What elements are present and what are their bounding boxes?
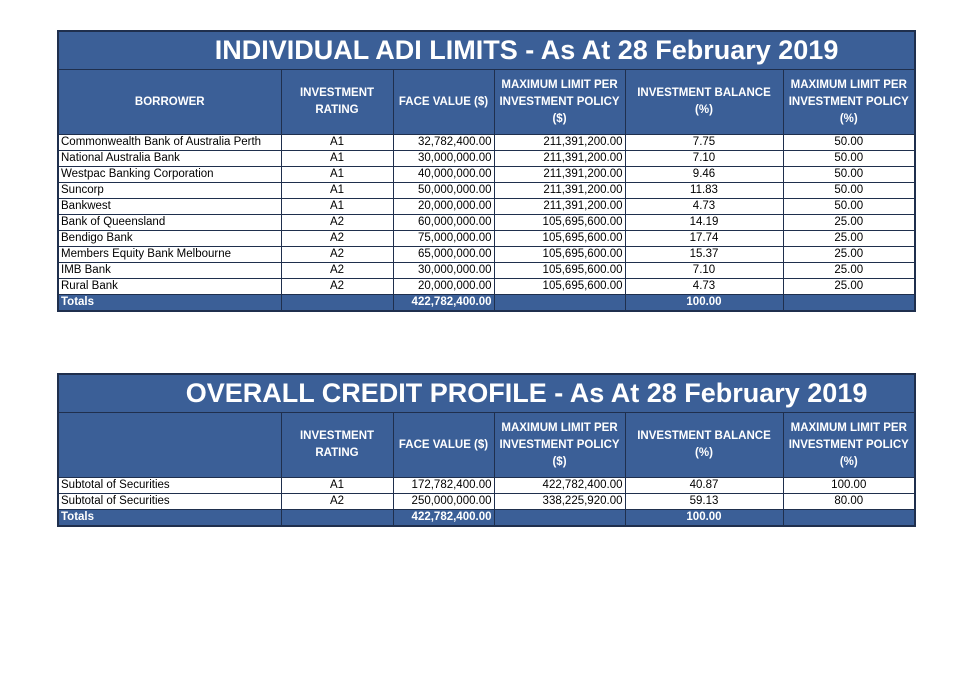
max-limit-cell: 211,391,200.00: [494, 135, 625, 151]
balance-cell: 7.75: [625, 135, 783, 151]
table-row: [58, 494, 915, 510]
table-row: [58, 183, 915, 199]
max-limit-cell: 422,782,400.00: [494, 478, 625, 494]
face-value-cell: 50,000,000.00: [393, 183, 494, 199]
rating-cell: A1: [281, 167, 393, 183]
table-row: [58, 151, 915, 167]
max-pct-cell: 50.00: [783, 135, 915, 151]
header-balance: INVESTMENT BALANCE (%): [625, 70, 783, 135]
max-limit-cell: 211,391,200.00: [494, 167, 625, 183]
rating-cell: A2: [281, 215, 393, 231]
header-max-limit: MAXIMUM LIMIT PER INVESTMENT POLICY ($): [494, 70, 625, 135]
header-blank: [58, 413, 281, 478]
table-row: [58, 135, 915, 151]
borrower-cell: Subtotal of Securities: [58, 494, 281, 510]
max-pct-cell: 50.00: [783, 199, 915, 215]
table-row: [58, 478, 915, 494]
max-limit-cell: 338,225,920.00: [494, 494, 625, 510]
totals-label: Totals: [58, 510, 281, 527]
totals-label: Totals: [58, 295, 281, 312]
totals-row: [58, 510, 915, 527]
table-title: INDIVIDUAL ADI LIMITS - As At 28 February 2019: [58, 31, 915, 70]
balance-cell: 40.87: [625, 478, 783, 494]
max-pct-cell: 25.00: [783, 231, 915, 247]
table-row: [58, 263, 915, 279]
totals-balance: 100.00: [625, 295, 783, 312]
header-face-value: FACE VALUE ($): [393, 413, 494, 478]
face-value-cell: 40,000,000.00: [393, 167, 494, 183]
balance-cell: 7.10: [625, 263, 783, 279]
balance-cell: 9.46: [625, 167, 783, 183]
face-value-cell: 172,782,400.00: [393, 478, 494, 494]
face-value-cell: 20,000,000.00: [393, 279, 494, 295]
balance-cell: 17.74: [625, 231, 783, 247]
table-row: [58, 199, 915, 215]
rating-cell: A2: [281, 494, 393, 510]
max-limit-cell: 105,695,600.00: [494, 263, 625, 279]
max-pct-cell: 80.00: [783, 494, 915, 510]
borrower-cell: IMB Bank: [58, 263, 281, 279]
totals-row: [58, 295, 915, 312]
balance-cell: 7.10: [625, 151, 783, 167]
max-limit-cell: 105,695,600.00: [494, 247, 625, 263]
max-pct-cell: 50.00: [783, 183, 915, 199]
totals-balance: 100.00: [625, 510, 783, 527]
individual-adi-limits-table: [57, 30, 916, 312]
rating-cell: A1: [281, 135, 393, 151]
face-value-cell: 250,000,000.00: [393, 494, 494, 510]
table-row: [58, 231, 915, 247]
borrower-cell: Subtotal of Securities: [58, 478, 281, 494]
max-limit-cell: 105,695,600.00: [494, 231, 625, 247]
borrower-cell: Suncorp: [58, 183, 281, 199]
borrower-cell: Westpac Banking Corporation: [58, 167, 281, 183]
table-body: [58, 135, 915, 295]
balance-cell: 15.37: [625, 247, 783, 263]
table-row: [58, 247, 915, 263]
rating-cell: A2: [281, 247, 393, 263]
face-value-cell: 32,782,400.00: [393, 135, 494, 151]
header-balance: INVESTMENT BALANCE (%): [625, 413, 783, 478]
header-max-pct: MAXIMUM LIMIT PER INVESTMENT POLICY (%): [783, 413, 915, 478]
borrower-cell: Bankwest: [58, 199, 281, 215]
balance-cell: 11.83: [625, 183, 783, 199]
overall-credit-profile-table: [57, 373, 916, 527]
max-limit-cell: 211,391,200.00: [494, 183, 625, 199]
max-limit-cell: 105,695,600.00: [494, 279, 625, 295]
max-limit-cell: 105,695,600.00: [494, 215, 625, 231]
rating-cell: A1: [281, 151, 393, 167]
balance-cell: 14.19: [625, 215, 783, 231]
table-row: [58, 279, 915, 295]
max-pct-cell: 25.00: [783, 263, 915, 279]
header-max-limit: MAXIMUM LIMIT PER INVESTMENT POLICY ($): [494, 413, 625, 478]
totals-face: 422,782,400.00: [393, 295, 494, 312]
rating-cell: A1: [281, 199, 393, 215]
rating-cell: A2: [281, 231, 393, 247]
header-max-pct: MAXIMUM LIMIT PER INVESTMENT POLICY (%): [783, 70, 915, 135]
max-pct-cell: 50.00: [783, 151, 915, 167]
face-value-cell: 30,000,000.00: [393, 263, 494, 279]
totals-face: 422,782,400.00: [393, 510, 494, 527]
max-limit-cell: 211,391,200.00: [494, 199, 625, 215]
header-borrower: BORROWER: [58, 70, 281, 135]
max-pct-cell: 25.00: [783, 215, 915, 231]
balance-cell: 4.73: [625, 199, 783, 215]
header-face-value: FACE VALUE ($): [393, 70, 494, 135]
max-pct-cell: 25.00: [783, 247, 915, 263]
balance-cell: 4.73: [625, 279, 783, 295]
balance-cell: 59.13: [625, 494, 783, 510]
borrower-cell: National Australia Bank: [58, 151, 281, 167]
borrower-cell: Bendigo Bank: [58, 231, 281, 247]
face-value-cell: 75,000,000.00: [393, 231, 494, 247]
face-value-cell: 30,000,000.00: [393, 151, 494, 167]
borrower-cell: Bank of Queensland: [58, 215, 281, 231]
face-value-cell: 60,000,000.00: [393, 215, 494, 231]
borrower-cell: Rural Bank: [58, 279, 281, 295]
rating-cell: A2: [281, 279, 393, 295]
rating-cell: A1: [281, 183, 393, 199]
max-pct-cell: 25.00: [783, 279, 915, 295]
rating-cell: A2: [281, 263, 393, 279]
table-title: OVERALL CREDIT PROFILE - As At 28 February 2019: [58, 374, 915, 413]
max-limit-cell: 211,391,200.00: [494, 151, 625, 167]
max-pct-cell: 50.00: [783, 167, 915, 183]
table-body: [58, 478, 915, 510]
face-value-cell: 20,000,000.00: [393, 199, 494, 215]
header-rating: INVESTMENT RATING: [281, 413, 393, 478]
header-rating: INVESTMENT RATING: [281, 70, 393, 135]
rating-cell: A1: [281, 478, 393, 494]
borrower-cell: Members Equity Bank Melbourne: [58, 247, 281, 263]
table-row: [58, 215, 915, 231]
table-row: [58, 167, 915, 183]
borrower-cell: Commonwealth Bank of Australia Perth: [58, 135, 281, 151]
max-pct-cell: 100.00: [783, 478, 915, 494]
face-value-cell: 65,000,000.00: [393, 247, 494, 263]
